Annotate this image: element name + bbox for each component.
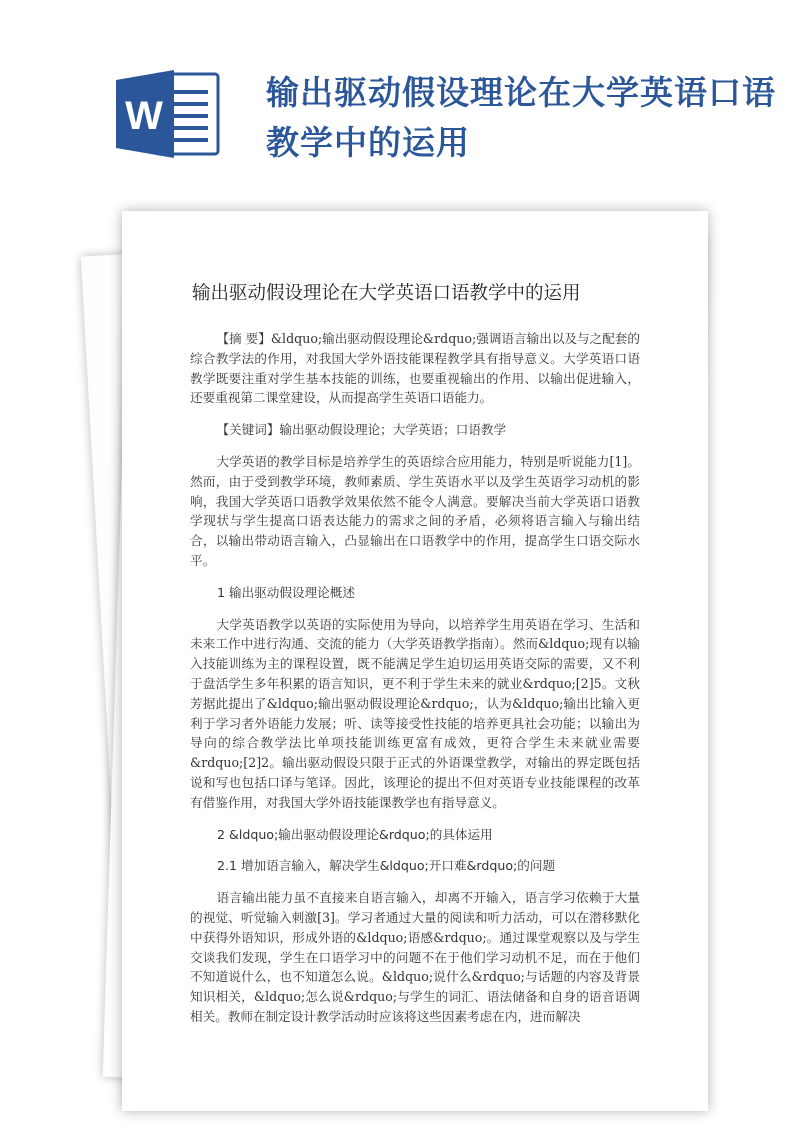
document-body — [190, 329, 640, 1039]
document-title: 输出驱动假设理论在大学英语口语教学中的运用 — [192, 283, 581, 304]
section-1-heading: 1 输出驱动假设理论概述 — [217, 584, 355, 600]
section-2-heading: 2 &ldquo;输出驱动假设理论&rdquo;的具体运用 — [217, 826, 493, 842]
section-2-1-heading: 2.1 增加语言输入，解决学生&ldquo;开口难&rdquo;的问题 — [217, 858, 556, 874]
section-1-paragraph: 大学英语教学以英语的实际使用为导向，以培养学生用英语在学习、生活和未来工作中进行沟通、交流的能力（大学英语教学指南）。然而&ldquo;现有以输入技能训练为主的课程设置，既不能满足学生迫切运用英语交际的需要，又不利于盘活学生多年积累的语言知识，更不利于学生未来的就业&rdquo;[2]5。文秋芳据此提出了&ldquo;输出驱动假设理论&rdquo;，认为&ldquo;输出比输入更利于学习者外语能力发展；听、读等接受性技能的培养更具社会功能；以输出为导向的综合教学法比单项技能训练更富有成效，更符合学生未来就业需要&rdquo;[2]2。输出驱动假设只限于正式的外语课堂教学，对输出的界定既包括说和写也包括口译与笔译。因此，该理论的提出不但对英语专业技能课程的改革有借鉴作用，对我国大学外语技能课教学也有指导意义。 — [190, 616, 640, 810]
document-page — [122, 211, 708, 1111]
keywords-paragraph: 【关键词】输出驱动假设理论；大学英语；口语教学 — [216, 422, 507, 438]
section-2-1-paragraph: 语言输出能力虽不直接来自语言输入，却离不开输入，语言学习依赖于大量的视觉、听觉输入刺激[3]。学习者通过大量的阅读和听力活动，可以在潜移默化中获得外语知识，形成外语的&ldquo;语感&rdquo;。通过课堂观察以及与学生交谈我们发现，学生在口语学习中的问题不在于他们学习动机不足，而在于他们不知道说什么，也不知道怎么说。&ldquo;说什么&rdquo;与话题的内容及背景知识相关，&ldquo;怎么说&rdquo;与学生的词汇、语法储备和自身的语音语调相关。教师在制定设计教学活动时应该将这些因素考虑在内，进而解决 — [190, 890, 640, 1024]
header-title: 输出驱动假设理论在大学英语口语教学中的运用 — [266, 73, 776, 162]
intro-paragraph: 大学英语的教学目标是培养学生的英语综合应用能力，特别是听说能力[1]。然而，由于受到教学环境，教师素质、学生英语水平以及学生英语学习动机的影响，我国大学英语口语教学效果依然不能令人满意。要解决当前大学英语口语教学现状与学生提高口语表达能力的需求之间的矛盾，必须将语言输入与输出结合，以输出带动语言输入，凸显输出在口语教学中的作用，提高学生口语交际水平。 — [190, 453, 640, 568]
word-icon — [112, 66, 222, 162]
word-icon-letter: W — [125, 94, 163, 138]
abstract-paragraph: 【摘 要】&ldquo;输出驱动假设理论&rdquo;强调语言输出以及与之配套的综合教学法的作用，对我国大学外语技能课程教学具有指导意义。大学英语口语教学既要注重对学生基本技能的训练，也要重视输出的作用、以输出促进输入，还要重视第二课堂建设，从而提高学生英语口语能力。 — [190, 331, 640, 406]
